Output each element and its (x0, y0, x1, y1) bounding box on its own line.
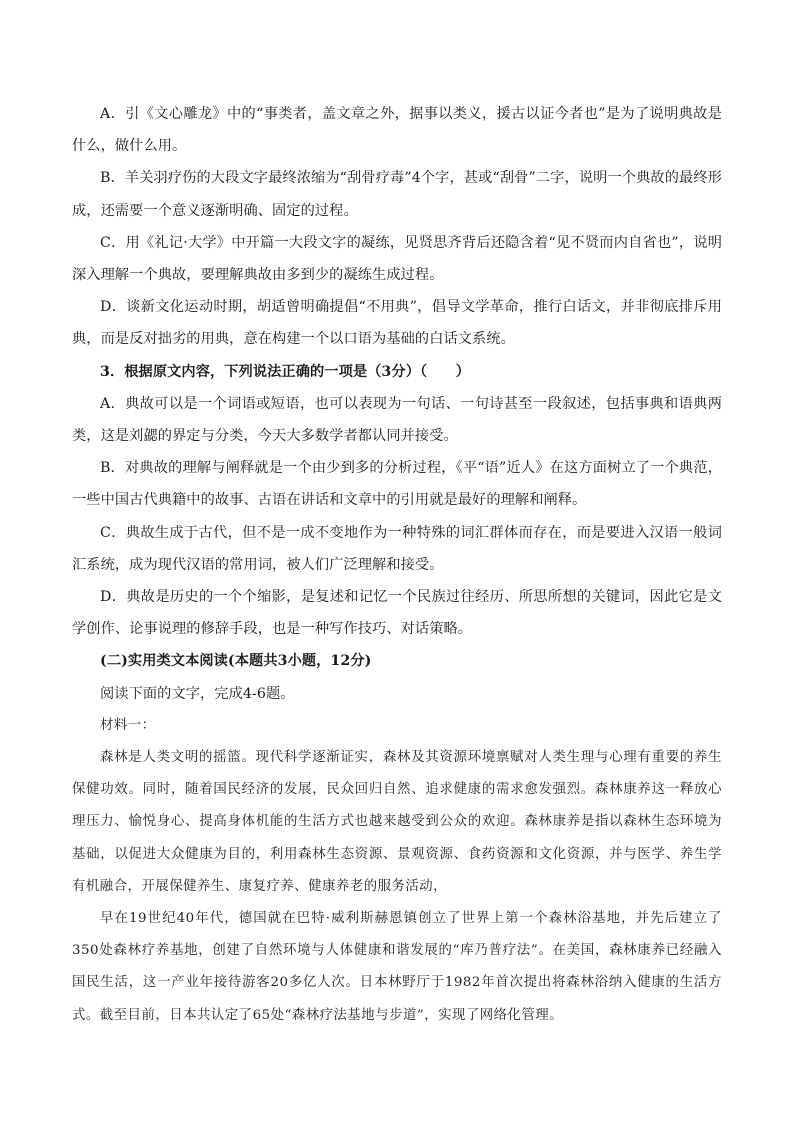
q3-option-a: A．典故可以是一个词语或短语，也可以表现为一句话、一句诗甚至一段叙述，包括事典和语典两类，这是刘勰的界定与分类，今天大多数学者都认同并接受。 (72, 395, 722, 445)
document-page (72, 98, 722, 1032)
q3-option-c: C．典故生成于古代，但不是一成不变地作为一种特殊的词汇群体而存在，而是要进入汉语一般词汇系统，成为现代汉语的常用词，被人们广泛理解和接受。 (72, 524, 722, 573)
section2-instruction: 阅读下面的文字，完成4-6题。 (100, 685, 295, 702)
q2-option-a: A．引《文心雕龙》中的“事类者，盖文章之外，据事以类义，援古以证今者也”是为了说明典故是什么，做什么用。 (72, 106, 722, 155)
material-paragraph-2: 早在19世纪40年代，德国就在巴特·威利斯赫恩镇创立了世界上第一个森林浴基地，并先后建立了350处森林疗养基地，创建了自然环境与人体健康和谐发展的“库乃普疗法”。在美国，森林康养已经融入国民生活，这一产业年接待游客20多亿人次。日本林野厅于1982年首次提出将森林浴纳入健康的生活方式。截至目前，日本共认定了65处“森林疗法基地与步道”，实现了网络化管理。 (72, 911, 722, 1023)
material-paragraph-1: 森林是人类文明的摇篮。现代科学逐渐证实，森林及其资源环境禀赋对人类生理与心理有重要的养生保健功效。同时，随着国民经济的发展，民众回归自然、追求健康的需求愈发强烈。森林康养这一释放心理压力、愉悦身心、提高身体机能的生活方式也越来越受到公众的欢迎。森林康养是指以森林生态环境为基础，以促进大众健康为目的，利用森林生态资源、景观资源、食药资源和文化资源，并与医学、养生学有机融合，开展保健养生、康复疗养、健康养老的服务活动， (72, 750, 722, 894)
q2-option-d: D．谈新文化运动时期，胡适曾明确提倡“不用典”，倡导文学革命，推行白话文，并非彻底排斥用典，而是反对拙劣的用典，意在构建一个以口语为基础的白话文系统。 (72, 299, 722, 348)
q3-option-b: B．对典故的理解与阐释就是一个由少到多的分析过程，《平“语”近人》在这方面树立了一个典范，一些中国古代典籍中的故事、古语在讲话和文章中的引用就是最好的理解和阐释。 (72, 460, 722, 509)
q2-option-b: B．羊关羽疗伤的大段文字最终浓缩为“刮骨疗毒”4个字，甚或“刮骨”二字，说明一个典故的最终形成，还需要一个意义逐渐明确、固定的过程。 (72, 170, 722, 219)
section2-heading: (二)实用类文本阅读(本题共3小题，12分) (100, 653, 372, 670)
q3-stem: 3．根据原文内容，下列说法正确的一项是（3分）（ ） (100, 363, 471, 380)
q3-option-d: D．典故是历史的一个个缩影，是复述和记忆一个民族过往经历、所思所想的关键词，因此它是文学创作、论事说理的修辞手段，也是一种写作技巧、对话策略。 (72, 589, 722, 638)
q2-option-c: C．用《礼记·大学》中开篇一大段文字的凝练，见贤思齐背后还隐含着“见不贤而内自省也”，说明深入理解一个典故，要理解典故由多到少的凝练生成过程。 (72, 234, 722, 284)
material-label: 材料一： (100, 717, 156, 733)
